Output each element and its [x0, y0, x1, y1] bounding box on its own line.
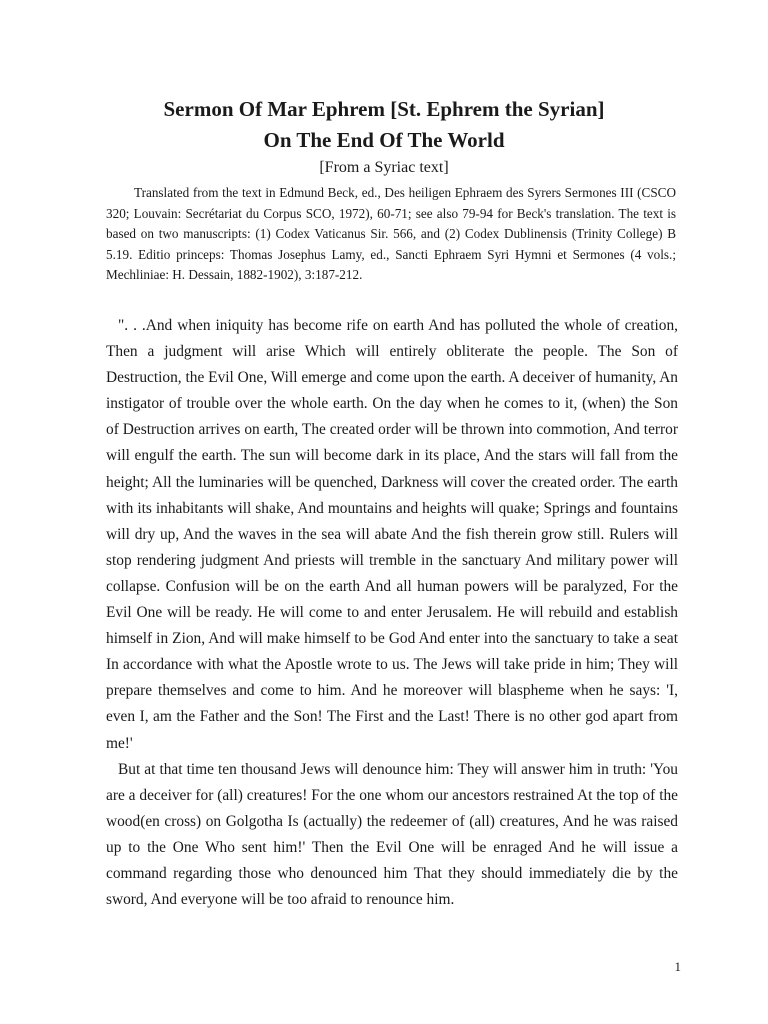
page-number: 1	[674, 959, 681, 974]
translation-note: Translated from the text in Edmund Beck, ed., Des heiligen Ephraem des Syrers Sermones III (CSCO 320; Louvain: Secrétariat du Corpus SCO, 1972), 60-71; see also 79-94 for Beck's translation. The text is based on two manuscripts: (1) Codex Vaticanus Sir. 566, and (2) Codex Dublinensis (Trinity College) B 5.19. Editio princeps: Thomas Josephus Lamy, ed., Sancti Ephraem Syri Hymni et Sermones (4 vols.; Mechliniae: H. Dessain, 1882-1902), 3:187-212.	[106, 185, 676, 283]
sermon-paragraph-2: But at that time ten thousand Jews will denounce him: They will answer him in truth: 'You are a deceiver for (all) creatures! For the one whom our ancestors restrained At the top of the wood(en cross) on Golgotha Is (actually) the redeemer of (all) creatures, And he was raised up to the One Who sent him!' Then the Evil One will be enraged And he will issue a command regarding those who denounced him That they should immediately die by the sword, And everyone will be too afraid to renounce him.	[106, 760, 678, 909]
document-subtitle: [From a Syriac text]	[319, 159, 449, 176]
sermon-paragraph-1: ". . .And when iniquity has become rife on earth And has polluted the whole of creation, Then a judgment will arise Which will entirely obliterate the people. The Son of Destruction, the Evil One, Will emerge and come upon the earth. A deceiver of humanity, An instigator of trouble over the whole earth. On the day when he comes to it, (when) the Son of Destruction arrives on earth, The created order will be thrown into commotion, And terror will engulf the earth. The sun will become dark in its place, And the stars will fall from the height; All the luminaries will be quenched, Darkness will cover the created order. The earth with its inhabitants will shake, And mountains and heights will quake; Springs and fountains will dry up, And the waves in the sea will abate And the fish therein grow still. Rulers will stop rendering judgment And priests will tremble in the sanctuary And military power will collapse. Confusion will be on the earth And all human powers will be paralyzed, For the Evil One will be ready. He will come to and enter Jerusalem. He will rebuild and establish himself in Zion, And will make himself to be God And enter into the sanctuary to take a seat In accordance with what the Apostle wrote to us. The Jews will take pride in him; They will prepare themselves and come to him. And he moreover will blaspheme when he says: 'I, even I, am the Father and the Son! The First and the Last! There is no other god apart from me!'	[106, 317, 678, 752]
document-title-line-2: On The End Of The World	[263, 128, 505, 152]
sermon-body	[106, 313, 678, 913]
document-title-line-1: Sermon Of Mar Ephrem [St. Ephrem the Syrian]	[163, 97, 605, 121]
